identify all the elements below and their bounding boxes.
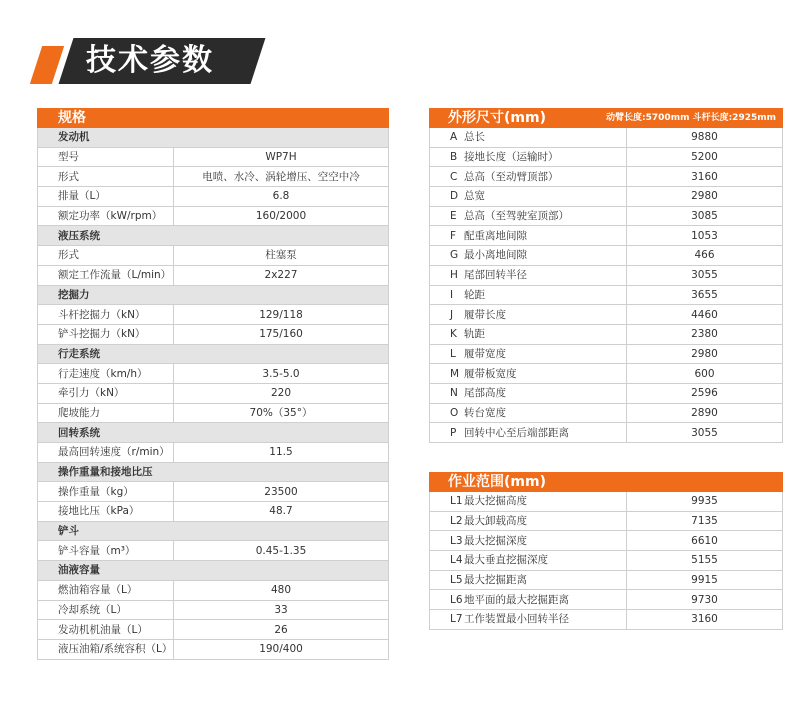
dimension-value: 4460 <box>627 305 783 325</box>
dimension-label-cell <box>430 246 627 266</box>
dimension-row <box>430 265 783 285</box>
dimension-code: D <box>450 190 459 203</box>
spec-row <box>38 383 389 403</box>
dimension-label-cell <box>430 128 627 148</box>
spec-row <box>38 167 389 187</box>
spec-section-title: 液压系统 <box>38 226 389 246</box>
dimension-label-cell <box>430 167 627 187</box>
dimension-label-cell <box>430 285 627 305</box>
working-range-label: 最大挖掘深度 <box>464 534 527 547</box>
dimension-code: O <box>450 406 459 419</box>
spec-row <box>38 187 389 207</box>
dimension-row <box>430 344 783 364</box>
specifications-title: 规格 <box>38 109 389 128</box>
dimension-label: 履带长度 <box>464 308 506 321</box>
dimension-label: 尾部高度 <box>464 387 506 400</box>
spec-row <box>38 443 389 463</box>
working-range-value: 5155 <box>627 551 783 571</box>
spec-value: 48.7 <box>174 502 389 522</box>
working-range-label: 最大挖掘距离 <box>464 574 527 587</box>
dimension-label: 尾部回转半径 <box>464 269 527 282</box>
spec-value: 175/160 <box>174 324 389 344</box>
specifications-table <box>37 108 389 660</box>
dimension-label: 总长 <box>464 131 485 144</box>
spec-section-title: 油液容量 <box>38 561 389 581</box>
spec-label: 发动机机油量（L） <box>38 620 174 640</box>
working-range-value: 9730 <box>627 590 783 610</box>
spec-row <box>38 620 389 640</box>
working-range-row <box>430 551 783 571</box>
spec-value: WP7H <box>174 147 389 167</box>
spec-label: 铲斗挖掘力（kN） <box>38 324 174 344</box>
dimensions-title: 外形尺寸(mm) <box>448 110 546 126</box>
dimension-code: H <box>450 269 458 282</box>
spec-label: 冷却系统（L） <box>38 600 174 620</box>
spec-value: 26 <box>174 620 389 640</box>
dimension-value: 3055 <box>627 265 783 285</box>
dimension-label-cell <box>430 344 627 364</box>
spec-label: 行走速度（km/h） <box>38 364 174 384</box>
spec-row <box>38 246 389 266</box>
spec-label: 牵引力（kN） <box>38 383 174 403</box>
dimension-label: 总高（至动臂顶部） <box>464 170 559 183</box>
spec-value: 220 <box>174 383 389 403</box>
spec-section-row <box>38 344 389 364</box>
dimension-code: P <box>450 426 457 439</box>
dimension-row <box>430 403 783 423</box>
spec-label: 斗杆挖掘力（kN） <box>38 305 174 325</box>
spec-value: 柱塞泵 <box>174 246 389 266</box>
working-range-table <box>429 472 783 630</box>
dimension-label: 总宽 <box>464 190 485 203</box>
working-range-label-cell <box>430 492 627 512</box>
dimension-code: E <box>450 210 457 223</box>
working-range-code: L7 <box>450 613 463 626</box>
spec-label: 形式 <box>38 167 174 187</box>
dimension-label-cell <box>430 187 627 207</box>
spec-value: 129/118 <box>174 305 389 325</box>
spec-section-row <box>38 226 389 246</box>
spec-value: 33 <box>174 600 389 620</box>
spec-value: 160/2000 <box>174 206 389 226</box>
working-range-label-cell <box>430 531 627 551</box>
dimension-row <box>430 187 783 207</box>
working-range-row <box>430 511 783 531</box>
dimension-value: 3160 <box>627 167 783 187</box>
spec-row <box>38 600 389 620</box>
spec-value: 190/400 <box>174 639 389 659</box>
dimension-code: C <box>450 170 458 183</box>
working-range-label-cell <box>430 551 627 571</box>
spec-row <box>38 403 389 423</box>
spec-value: 23500 <box>174 482 389 502</box>
dimension-value: 2890 <box>627 403 783 423</box>
page-title: 技术参数 <box>86 43 214 78</box>
spec-section-title: 行走系统 <box>38 344 389 364</box>
dimension-row <box>430 128 783 148</box>
spec-row <box>38 580 389 600</box>
dimension-label-cell <box>430 226 627 246</box>
working-range-code: L1 <box>450 495 463 508</box>
dimension-value: 2380 <box>627 324 783 344</box>
working-range-label: 工作装置最小回转半径 <box>464 613 569 626</box>
title-accent-stripe <box>30 46 64 84</box>
dimension-label-cell <box>430 147 627 167</box>
dimension-row <box>430 364 783 384</box>
working-range-title: 作业范围(mm) <box>430 473 783 492</box>
spec-row <box>38 206 389 226</box>
spec-value: 0.45-1.35 <box>174 541 389 561</box>
dimension-value: 600 <box>627 364 783 384</box>
working-range-value: 9935 <box>627 492 783 512</box>
dimension-code: A <box>450 131 458 144</box>
working-range-code: L3 <box>450 534 463 547</box>
spec-value: 480 <box>174 580 389 600</box>
working-range-header <box>430 473 783 492</box>
dimension-label: 接地长度（运输时） <box>464 151 559 164</box>
working-range-code: L6 <box>450 593 463 606</box>
dimension-code: L <box>450 347 456 360</box>
dimension-label-cell <box>430 383 627 403</box>
dimension-code: N <box>450 387 458 400</box>
spec-label: 最高回转速度（r/min） <box>38 443 174 463</box>
spec-row <box>38 305 389 325</box>
spec-row <box>38 324 389 344</box>
working-range-row <box>430 531 783 551</box>
spec-value: 6.8 <box>174 187 389 207</box>
dimension-value: 3055 <box>627 423 783 443</box>
dimension-label-cell <box>430 324 627 344</box>
dimension-label-cell <box>430 206 627 226</box>
dimension-label: 履带板宽度 <box>464 367 517 380</box>
dimension-value: 5200 <box>627 147 783 167</box>
working-range-label-cell <box>430 511 627 531</box>
dimension-row <box>430 423 783 443</box>
dimension-row <box>430 226 783 246</box>
spec-label: 形式 <box>38 246 174 266</box>
working-range-code: L4 <box>450 554 463 567</box>
spec-label: 额定工作流量（L/min） <box>38 265 174 285</box>
working-range-row <box>430 610 783 630</box>
spec-label: 铲斗容量（m³） <box>38 541 174 561</box>
specifications-header <box>38 109 389 128</box>
working-range-value: 9915 <box>627 570 783 590</box>
working-range-label-cell <box>430 570 627 590</box>
spec-section-title: 铲斗 <box>38 521 389 541</box>
dimension-value: 2980 <box>627 187 783 207</box>
spec-label: 操作重量（kg） <box>38 482 174 502</box>
dimension-row <box>430 305 783 325</box>
dimension-label: 配重离地间隙 <box>464 229 527 242</box>
dimensions-header <box>430 109 783 128</box>
dimension-label-cell <box>430 403 627 423</box>
dimension-label: 履带宽度 <box>464 347 506 360</box>
dimension-code: I <box>450 288 454 301</box>
working-range-label: 最大垂直挖掘深度 <box>464 554 548 567</box>
working-range-label-cell <box>430 590 627 610</box>
dimension-value: 9880 <box>627 128 783 148</box>
working-range-value: 3160 <box>627 610 783 630</box>
spec-label: 爬坡能力 <box>38 403 174 423</box>
spec-label: 额定功率（kW/rpm） <box>38 206 174 226</box>
dimension-row <box>430 167 783 187</box>
dimension-label-cell <box>430 423 627 443</box>
dimension-row <box>430 206 783 226</box>
spec-section-title: 回转系统 <box>38 423 389 443</box>
spec-section-row <box>38 462 389 482</box>
spec-section-title: 操作重量和接地比压 <box>38 462 389 482</box>
spec-value: 电喷、水冷、涡轮增压、空空中冷 <box>174 167 389 187</box>
working-range-label: 最大卸载高度 <box>464 515 527 528</box>
dimension-label: 最小离地间隙 <box>464 249 527 262</box>
spec-section-title: 发动机 <box>38 128 389 148</box>
working-range-code: L5 <box>450 574 463 587</box>
spec-row <box>38 639 389 659</box>
dimensions-note: 动臂长度:5700mm 斗杆长度:2925mm <box>606 113 776 123</box>
dimension-code: F <box>450 229 457 242</box>
working-range-label-cell <box>430 610 627 630</box>
spec-row <box>38 265 389 285</box>
spec-row <box>38 502 389 522</box>
dimension-code: J <box>450 308 454 321</box>
spec-label: 排量（L） <box>38 187 174 207</box>
dimension-value: 3085 <box>627 206 783 226</box>
spec-label: 型号 <box>38 147 174 167</box>
dimension-value: 3655 <box>627 285 783 305</box>
dimension-label: 轮距 <box>464 288 485 301</box>
spec-section-row <box>38 128 389 148</box>
working-range-value: 6610 <box>627 531 783 551</box>
dimension-row <box>430 383 783 403</box>
dimension-code: G <box>450 249 459 262</box>
spec-value: 3.5-5.0 <box>174 364 389 384</box>
spec-row <box>38 482 389 502</box>
spec-value: 2x227 <box>174 265 389 285</box>
dimension-row <box>430 246 783 266</box>
spec-label: 接地比压（kPa） <box>38 502 174 522</box>
working-range-label: 地平面的最大挖掘距离 <box>464 593 569 606</box>
working-range-value: 7135 <box>627 511 783 531</box>
dimension-label-cell <box>430 265 627 285</box>
dimension-code: K <box>450 328 457 341</box>
working-range-code: L2 <box>450 515 463 528</box>
working-range-row <box>430 590 783 610</box>
dimension-label: 轨距 <box>464 328 485 341</box>
working-range-label: 最大挖掘高度 <box>464 495 527 508</box>
spec-label: 液压油箱/系统容积（L） <box>38 639 174 659</box>
spec-section-row <box>38 285 389 305</box>
spec-section-row <box>38 423 389 443</box>
dimension-row <box>430 147 783 167</box>
dimension-code: B <box>450 151 458 164</box>
dimension-row <box>430 324 783 344</box>
spec-row <box>38 364 389 384</box>
spec-section-row <box>38 521 389 541</box>
spec-value: 70%（35°） <box>174 403 389 423</box>
spec-label: 燃油箱容量（L） <box>38 580 174 600</box>
working-range-row <box>430 570 783 590</box>
dimension-label-cell <box>430 364 627 384</box>
spec-section-row <box>38 561 389 581</box>
dimension-label: 转台宽度 <box>464 406 506 419</box>
spec-row <box>38 147 389 167</box>
dimension-label: 总高（至驾驶室顶部） <box>464 210 569 223</box>
spec-row <box>38 541 389 561</box>
dimension-label: 回转中心至后端部距离 <box>464 426 569 439</box>
dimension-row <box>430 285 783 305</box>
dimension-value: 1053 <box>627 226 783 246</box>
dimension-value: 2980 <box>627 344 783 364</box>
spec-section-title: 挖掘力 <box>38 285 389 305</box>
dimension-label-cell <box>430 305 627 325</box>
dimension-code: M <box>450 367 460 380</box>
dimension-value: 2596 <box>627 383 783 403</box>
working-range-row <box>430 492 783 512</box>
dimensions-table <box>429 108 783 443</box>
dimension-value: 466 <box>627 246 783 266</box>
spec-value: 11.5 <box>174 443 389 463</box>
